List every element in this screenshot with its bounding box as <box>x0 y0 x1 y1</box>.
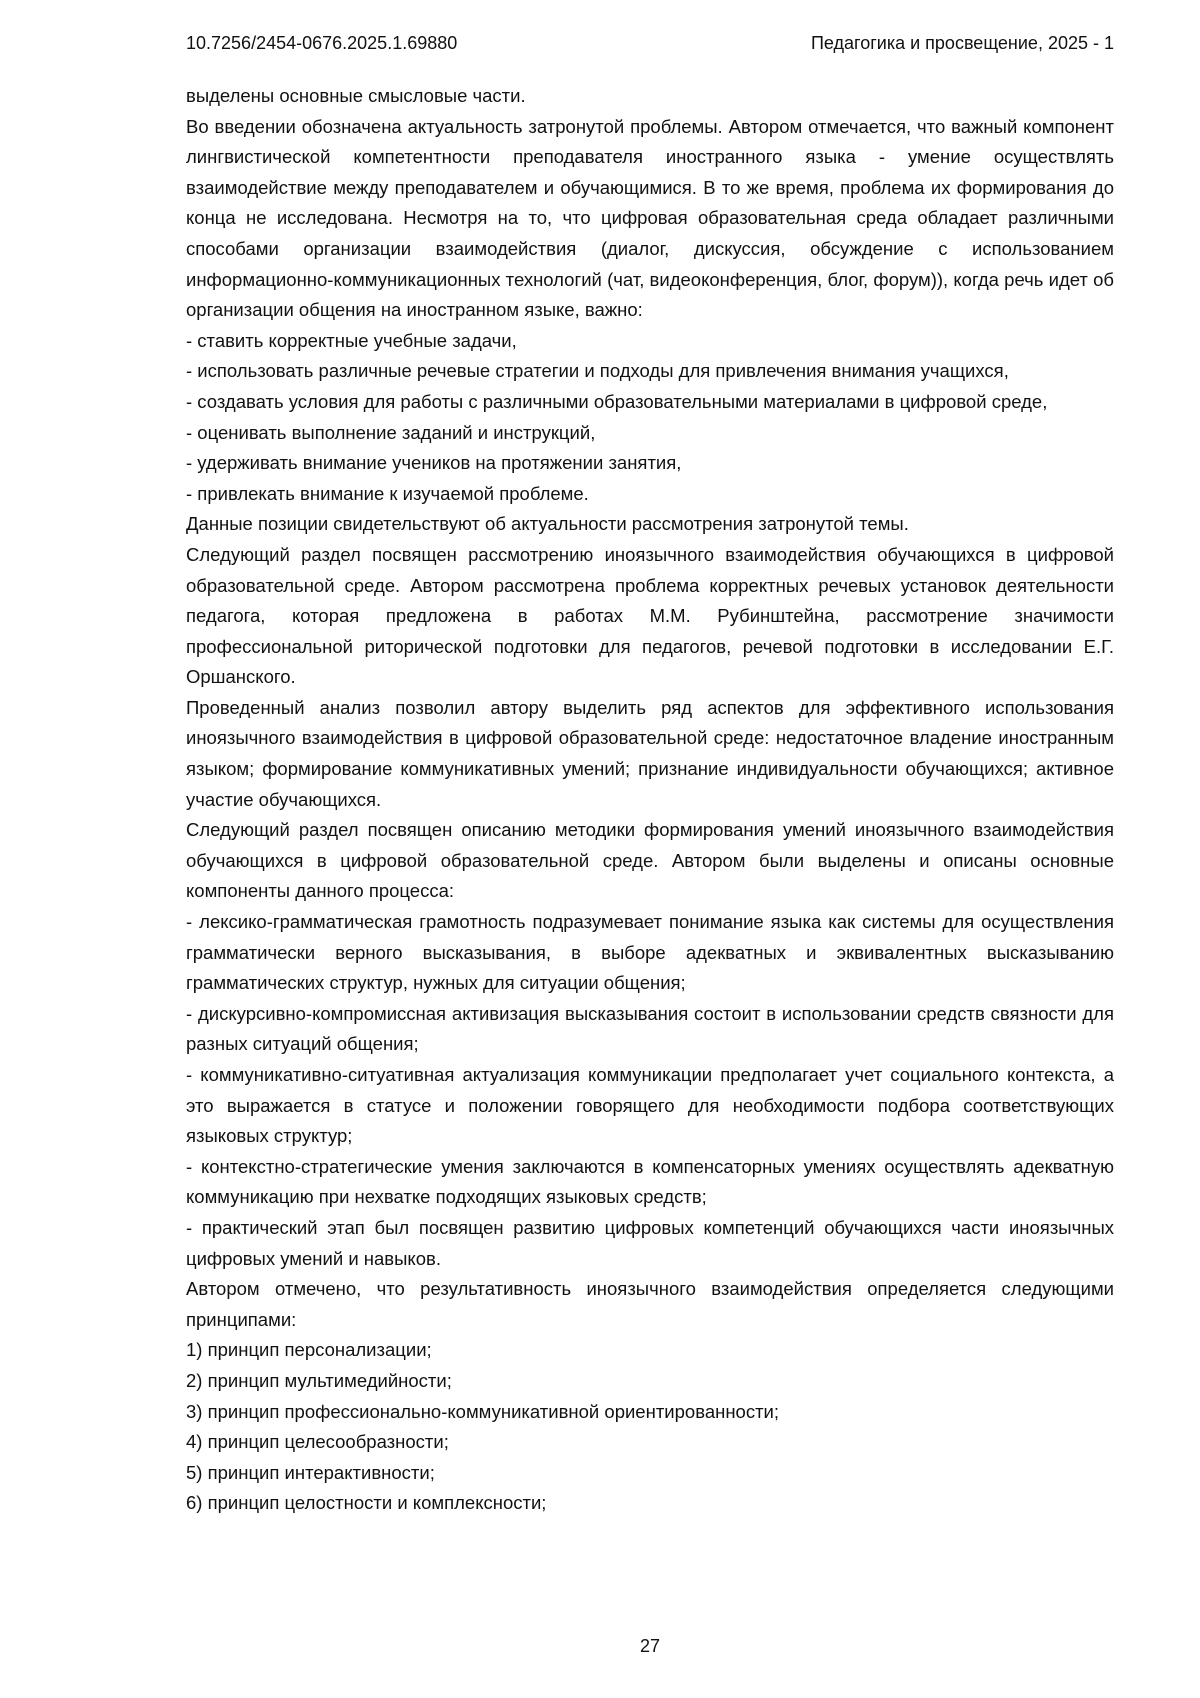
list-item: - коммуникативно-ситуативная актуализация коммуникации предполагает учет социального контекста, а это выражается в статусе и положении говорящего для необходимости подбора соответствующих языковых структур; <box>186 1064 1114 1147</box>
list-item: - использовать различные речевые стратегии и подходы для привлечения внимания учащихся, <box>186 360 1009 382</box>
numbered-item: 5) принцип интерактивности; <box>186 1461 435 1483</box>
page-number: 27 <box>639 1636 661 1656</box>
numbered-item: 4) принцип целесообразности; <box>186 1431 449 1453</box>
list-item: - создавать условия для работы с различными образовательными материалами в цифровой среде, <box>186 390 1048 412</box>
list-item: - оценивать выполнение заданий и инструкций, <box>186 421 596 443</box>
page-header <box>186 33 1114 54</box>
list-item: - удерживать внимание учеников на протяжении занятия, <box>186 452 682 474</box>
paragraph: выделены основные смысловые части. <box>186 85 526 106</box>
paragraph: Во введении обозначена актуальность затронутой проблемы. Автором отмечается, что важный компонент лингвистической компетентности преподавателя иностранного языка - умение осуществлять взаимодействие между преподавателем и обучающимися. В то же время, проблема их формирования до конца не исследована. Несмотря на то, что цифровая образовательная среда обладает различными способами организации взаимодействия (диалог, дискуссия, обсуждение с использованием информационно-коммуникационных технологий (чат, видеоконференция, блог, форум)), когда речь идет об организации общения на иностранном языке, важно: <box>186 115 1114 321</box>
list-item: - лексико-грамматическая грамотность подразумевает понимание языка как системы для осуществления грамматически верного высказывания, в выборе адекватных и эквивалентных высказыванию грамматических структур, нужных для ситуации общения; <box>186 911 1114 994</box>
list-item: - практический этап был посвящен развитию цифровых компетенций обучающихся части иноязычных цифровых умений и навыков. <box>186 1216 1114 1269</box>
doi-text: 10.7256/2454-0676.2025.1.69880 <box>186 33 458 53</box>
paragraph: Автором отмечено, что результативность иноязычного взаимодействия определяется следующими принципами: <box>186 1278 1114 1330</box>
numbered-item: 1) принцип персонализации; <box>186 1339 432 1361</box>
numbered-item: 3) принцип профессионально-коммуникативной ориентированности; <box>186 1400 780 1422</box>
list-item: - ставить корректные учебные задачи, <box>186 329 517 351</box>
paragraph: Следующий раздел посвящен описанию методики формирования умений иноязычного взаимодействия обучающихся в цифровой образовательной среде. Автором были выделены и описаны основные компоненты данного процесса: <box>186 819 1114 902</box>
document-body <box>186 81 1114 1519</box>
paragraph: Следующий раздел посвящен рассмотрению иноязычного взаимодействия обучающихся в цифровой образовательной среде. Автором рассмотрена проблема корректных речевых установок деятельности педагога, которая предложена в работах М.М. Рубинштейна, рассмотрение значимости профессиональной риторической подготовки для педагогов, речевой подготовки в исследовании Е.Г. Оршанского. <box>186 543 1114 688</box>
numbered-item: 2) принцип мультимедийности; <box>186 1369 452 1391</box>
list-item: - привлекать внимание к изучаемой проблеме. <box>186 482 589 504</box>
numbered-item: 6) принцип целостности и комплексности; <box>186 1492 547 1514</box>
paragraph: Проведенный анализ позволил автору выделить ряд аспектов для эффективного использования иноязычного взаимодействия в цифровой образовательной среде: недостаточное владение иностранным языком; формирование коммуникативных умений; признание индивидуальности обучающихся; активное участие обучающихся. <box>186 696 1114 810</box>
list-item: - дискурсивно-компромиссная активизация высказывания состоит в использовании средств связности для разных ситуаций общения; <box>186 1002 1114 1055</box>
page-footer <box>186 1636 1114 1657</box>
paragraph: Данные позиции свидетельствуют об актуальности рассмотрения затронутой темы. <box>186 513 909 535</box>
list-item: - контекстно-стратегические умения заключаются в компенсаторных умениях осуществлять адекватную коммуникацию при нехватке подходящих языковых средств; <box>186 1155 1114 1208</box>
journal-issue-text: Педагогика и просвещение, 2025 - 1 <box>810 33 1114 53</box>
